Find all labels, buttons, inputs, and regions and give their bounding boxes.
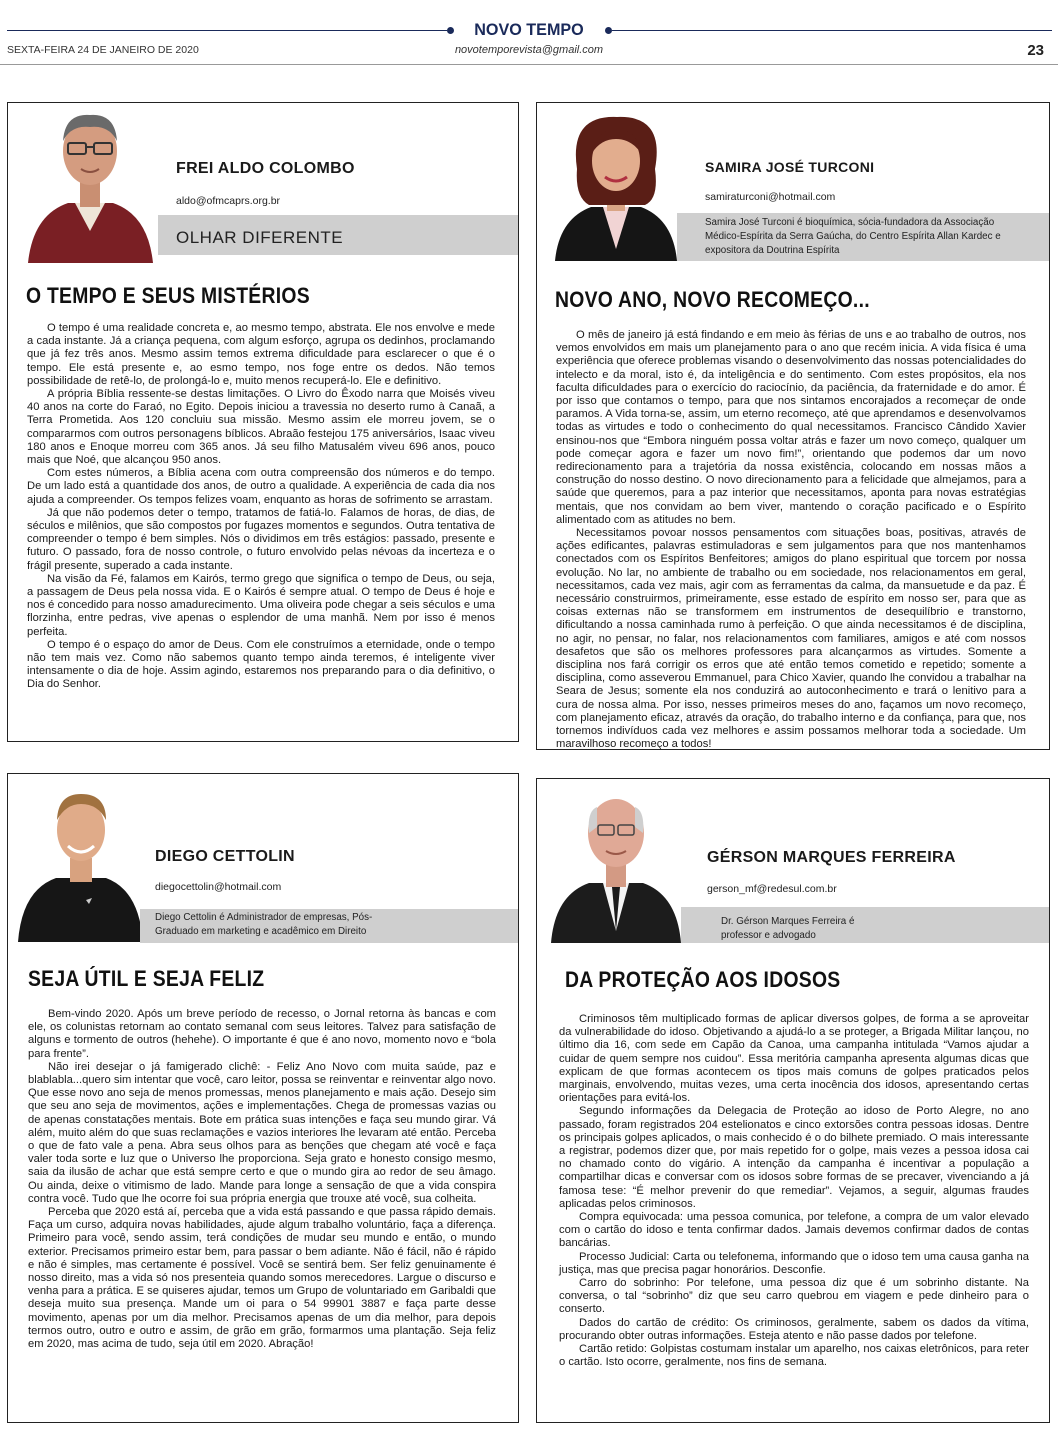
author-photo [18,782,143,942]
column-name: OLHAR DIFERENTE [176,228,344,247]
article-body [27,322,495,692]
paragraph: O tempo é uma realidade concreta e, ao mesmo tempo, abstrata. Ele nos envolve e mede a cada instante. Já a criança pequena, com algum esforço, agrupa os dedinhos, proclamando que já fez três anos. Mesmo assim temos extrema dificuldade para esclarecer o que é o tempo. Ele está presente e, ao esmo tempo, nos foge entre os dedos. Não temos possibilidade de retê-lo, de prolongá-lo e, muito menos recuperá-lo. Ele e definitivo. [27,322,495,387]
paragraph: Bem-vindo 2020. Após um breve período de recesso, o Jornal retorna às bancas e com ele, os colunistas retornam ao contato semanal com seus leitores. Talvez para satisfação de alguns e tormento de outros (hehehe). O importante é que é ano novo, momento novo e “bola para frente”. [28,1008,496,1060]
page-header [0,0,1058,70]
paragraph: Não irei desejar o já famigerado clichê: - Feliz Ano Novo com muita saúde, paz e blablabla...quero sim intentar que você, caro leitor, possa se reinventar e reinventar algo novo. Que esse novo ano seja de menos promessas, menos planejamento e mais ação. Desejo sim que seu ano seja de movimentos, ações e implementações. Chega de promessas vazias ou de apenas constatações mentais. Bote em prática suas intenções e faça seu mundo girar. Vá além, muito além do que suas reclamações e vazios interiores lhe levaram até então. Perceba o que de fato vale a pena. Abra seus olhos para as benções que chegam até você e faça valer toda sorte e luz que o Universo lhe proporciona. Seja grato e honesto consigo mesmo, saia da ilusão de achar que está sempre certo e que o mundo gira ao redor de seu âmago. Ou ainda, deixe o vitimismo de lado. Mande para longe a sensação de que a vida conspira contra você. Tudo que lhe ocorre foi sua própria energia que trouxe até você, sua colheita. [28,1060,496,1205]
article-headline: O TEMPO E SEUS MISTÉRIOS [26,283,310,308]
paragraph: Cartão retido: Golpistas costumam instalar um aparelho, nos caixas eletrônicos, para reter o cartão. Isto ocorre, geralmente, nos fins de semana. [559,1343,1029,1369]
author-name: DIEGO CETTOLIN [155,848,295,865]
article-headline: DA PROTEÇÃO AOS IDOSOS [565,967,841,992]
author-photo [23,103,158,263]
header-rule [0,64,1058,65]
paragraph: O mês de janeiro já está findando e em meio às férias de uns e ao trabalho de outros, nos vemos envolvidos em mais um planejamento para o ano que recém inicia. A vida física é uma experiência que oferece problemas visando o desenvolvimento das nossas potencialidades do intelecto e da moral, isto é, da inteligência e do sentimento. Com estes propósitos, ela nos faculta dificuldades para o exercício do raciocínio, da paciência, da fraternidade e do amor. É por isso que contamos o tempo, para que nos sintamos encorajados a recomeçar de onde paramos. A Vida torna-se, assim, um eterno recomeço, até que aprendamos e desenvolvamos todas as virtudes e todo o conhecimento do qual necessitamos. Francisco Cândido Xavier ensinou-nos que “Embora ninguém possa voltar atrás e fazer um novo começo, qualquer um pode começar agora e fazer um novo fim!”, orientando que podemos dar um novo redirecionamento para a trajetória da nossa existência, colocando em nossas mãos a construção do nosso destino. O novo direcionamento para a felicidade que almejamos, para a saúde que queremos, para a paz interior que necessitamos, aponta para novas estratégias mentais, que nos convidam ao bem viver, mantendo o coração pacificado e o Espírito alimentado com as atitudes no bem. [556,329,1026,526]
author-bio: Samira José Turconi é bioquímica, sócia-fundadora da Associação Médico-Espírita da Serra Gaúcha, do Centro Espírita Allan Kardec e expositora da Doutrina Espírita [705,217,1001,256]
paragraph: Com estes números, a Bíblia acena com outra compreensão dos números e do tempo. De um lado está a quantidade dos anos, de outro a qualidade. A experiência de cada dia nos ajuda a compreender. Os tempos felizes voam, enquanto as horas de sofrimento se arrastam. [27,467,495,506]
paragraph: A própria Bíblia ressente-se destas limitações. O Livro do Êxodo narra que Moisés viveu 40 anos na corte do Faraó, no Egito. Depois iniciou a travessia no deserto rumo à Canaã, a Terra Prometida. Aos 120 concluiu sua missão. Mesmo assim ele morreu jovem, se o compararmos com outros personagens bíblicos. Abraão festejou 175 aniversários, Isaac viveu 180 anos e Enoque morreu com 365 anos. Já seu filho Matusalém viveu 696 anos, pouco mais que Noé, que alcançou 950 anos. [27,388,495,467]
author-bio: Diego Cettolin é Administrador de empresas, Pós-Graduado em marketing e acadêmico em Direito [155,912,373,937]
paragraph: Segundo informações da Delegacia de Proteção ao idoso de Porto Alegre, no ano passado, foram registrados 204 estelionatos e cinco extorsões contra pessoas idosas. Dentre os principais golpes aplicados, o mais conhecido é o do bilhete premiado. O mais interessante a registrar, podemos dizer que, por mais repetido for o golpe, mais vezes a pessoa idosa cai no chamado conto do vigário. A intenção da campanha é incentivar a população a compartilhar dicas e conversar com os idosos sobre formas de se precaver, vivenciando a já famosa tese: “É melhor prevenir do que remediar”. Vejamos, a seguir, algumas fraudes aplicadas pelos criminosos. [559,1105,1029,1210]
article-diego [7,773,519,1423]
author-bio-line2: professor e advogado [721,930,816,941]
article-gerson [536,778,1050,1423]
paragraph: Processo Judicial: Carta ou telefonema, informando que o idoso tem uma causa ganha na justiça, mas que precisa pagar honorários. Desconfie. [559,1250,1029,1276]
article-headline: NOVO ANO, NOVO RECOMEÇO... [555,287,870,312]
author-email[interactable]: diegocettolin@hotmail.com [155,881,282,893]
paragraph: Criminosos têm multiplicado formas de aplicar diversos golpes, de forma a se aproveitar da vulnerabilidade do idoso. Objetivando a ajudá-lo a se proteger, a Brigada Militar lançou, no último dia 16, com sede em Capão da Canoa, uma campanha intitulada “Vamos ajudar a cuidar de quem sempre nos cuidou”. Essa meritória campanha apresenta algumas dicas que explicam de que formas acontecem os tipos mais comuns de golpes praticados pelos marginais, envolvendo, muitas vezes, uma certa inocência dos idosos, apresentando certas orientações para evitá-los. [559,1013,1029,1105]
paragraph: Carro do sobrinho: Por telefone, uma pessoa diz que é um sobrinho distante. Na conversa, o tal “sobrinho” diz que seu carro quebrou em viagem e pede dinheiro para o conserto. [559,1277,1029,1316]
article-body [556,329,1026,752]
paragraph: Na visão da Fé, falamos em Kairós, termo grego que significa o tempo de Deus, ou seja, a passagem de Deus pela nossa vida. E o Kairós é sempre atual. O tempo de Deus é hoje e nos é concedido para nosso amadurecimento. Uma oliveira pode chegar a seis séculos e uma florzinha, entre pedras, vive apenas o esplendor de uma manhã. Nem por isso é menos perfeita. [27,572,495,638]
article-body [28,1008,496,1351]
article-headline: SEJA ÚTIL E SEJA FELIZ [28,966,265,991]
author-photo [555,109,677,261]
article-body [559,1013,1029,1369]
author-name: SAMIRA JOSÉ TURCONI [705,159,875,175]
newspaper-email[interactable]: novotemporevista@gmail.com [454,44,604,56]
page-number: 23 [1027,42,1044,59]
paragraph: Necessitamos povoar nossos pensamentos com situações boas, positivas, através de ações edificantes, palavras estimuladoras e sem julgamentos para que nos mantenhamos conectados com os Espíritos Benfeitores; amigos do plano espiritual que torcem por nossa evolução. No lar, no ambiente de trabalho ou em sociedade, nos relacionamentos em geral, necessitamos, cada vez mais, agir com as ferramentas da calma, da mansuetude e da paz. É necessário construirmos, primeiramente, esse estado de espírito em nosso ser, para que as coisas externas não se transformem em instrumentos de desequilíbrio e transtorno, dificultando a nossa caminhada rumo à perfeição. O que ainda necessitamos é de disciplina, no agir, no pensar, no falar, nos relacionamentos com familiares, amigos e até com nossos desafetos que são os melhores professores para alcançarmos as virtudes. Somente a disciplina nos fará corrigir os erros que até então temos cometido e repetido; somente a disciplina, como asseverou Emmanuel, para Chico Xavier, quando lhe convidou a trabalhar na Seara de Jesus; somente ela nos conduzirá ao autoconhecimento e trará o lenitivo para a cura de nossa alma. Por isso, nesses primeiros meses do ano, façamos um novo recomeço, com planejamento eficaz, através da oração, do trabalho interno e da confiança, para que, nos tornemos indivíduos cada vez melhores e assim possamos melhorar toda a sociedade. Um maravilhoso recomeço a todos! [556,527,1026,751]
author-email[interactable]: gerson_mf@redesul.com.br [707,883,837,895]
author-email[interactable]: aldo@ofmcaprs.org.br [176,195,281,207]
paragraph: Perceba que 2020 está aí, perceba que a vida está passando e que passa rápido demais. Faça um curso, adquira novas habilidades, ajude algum trabalho voluntário, faça a diferença. Primeiro para você, sendo assim, terá condições de mudar seu mundo e então, o mundo exterior. Precisamos primeiro estar bem, para passar o bem adiante. Não é fácil, não é rápido e não é simples, mas certamente é possível. Você se sentirá bem. Ser feliz genuinamente é nosso direito, mas a vida só nos presenteia quando somos merecedores. Largue o discurso e venha para a prática. E se quiseres ajudar, temos um Grupo de voluntariado em Garibaldi que deseja muito sua presença. Mande um oi para o 54 99901 3887 e faça parte desse movimento, apenas por um dia melhor. Precisamos apenas de um dia melhor, para depois termos outro, outro e outro e assim, de grão em grão, formarmos uma plantação. Seja feliz em 2020, mas acima de tudo, seja útil em 2020. Abração! [28,1206,496,1351]
masthead-dot-right [605,27,612,34]
article-samira [536,102,1050,750]
author-photo [551,781,681,943]
author-name: FREI ALDO COLOMBO [176,160,355,177]
author-name: GÉRSON MARQUES FERREIRA [707,849,956,866]
paragraph: Já que não podemos deter o tempo, tratamos de fatiá-lo. Falamos de horas, de dias, de séculos e milênios, que são compostos por fugazes momentos e segundos. Outra tentativa de compreender o tempo é bem simples. Nós o dividimos em três estágios: passado, presente e futuro. O passado, fora de nosso controle, o futuro envolvido pelas névoas da incerteza e o frágil presente, superado a cada instante. [27,506,495,572]
paragraph: O tempo é o espaço do amor de Deus. Com ele construímos a eternidade, onde o tempo não tem mais vez. Como não sabemos quanto tempo ainda teremos, é inteligente viver intensamente o dia de hoje. Assim agindo, estaremos nos preparando para o dia definitivo, o Dia do Senhor. [27,638,495,691]
author-email[interactable]: samiraturconi@hotmail.com [705,191,836,203]
masthead-rule-right [612,30,1052,31]
paragraph: Compra equivocada: uma pessoa comunica, por telefone, a compra de um valor elevado com o cartão do idoso e tenta confirmar dados. Jamais devemos confirmar dados de contas bancárias. [559,1211,1029,1250]
issue-date: SEXTA-FEIRA 24 DE JANEIRO DE 2020 [7,44,199,56]
masthead-title: NOVO TEMPO [474,20,584,39]
author-bio-line1: Dr. Gérson Marques Ferreira é [721,916,855,927]
paragraph: Dados do cartão de crédito: Os criminosos, geralmente, sabem os dados da vítima, procurando obter outras informações. Esteja atento e não passe dados por telefone. [559,1316,1029,1342]
article-frei-aldo [7,102,519,742]
